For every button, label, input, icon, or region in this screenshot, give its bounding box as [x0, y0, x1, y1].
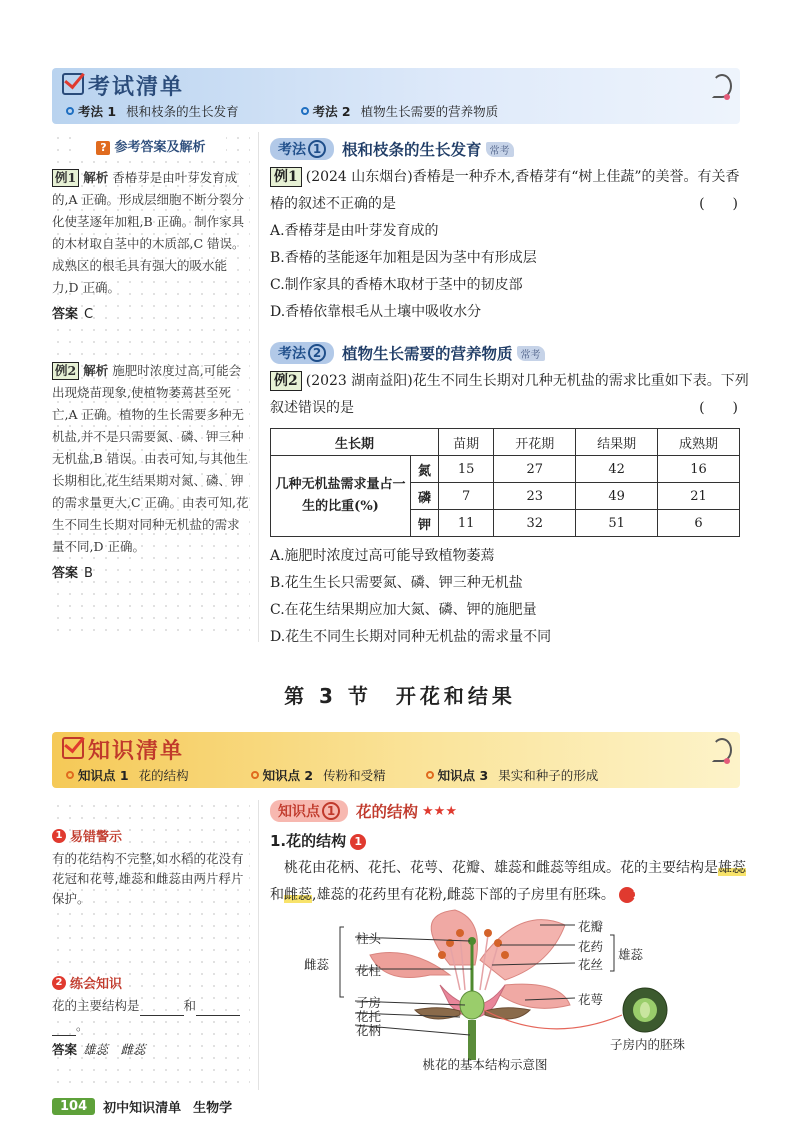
label-style: 花柱 — [356, 963, 382, 978]
section-num: 2 — [308, 344, 326, 362]
page-number: 104 — [52, 1098, 95, 1115]
section-num: 1 — [308, 140, 326, 158]
note-ref-icon: 1 — [350, 834, 366, 850]
page-footer — [52, 1097, 232, 1116]
section-title: 根和枝条的生长发育 — [342, 141, 482, 159]
knowledge-text: 果实和种子的形成 — [498, 768, 599, 783]
answer-paren: ( ) — [699, 196, 738, 212]
checkbox-icon — [62, 73, 84, 95]
table-header: 苗期 — [439, 429, 494, 456]
knowledge-tag: 知识点 2 — [262, 768, 314, 783]
label-petal: 花瓣 — [578, 919, 604, 934]
knowledge-point-3 — [426, 766, 599, 784]
table-header: 成熟期 — [658, 429, 740, 456]
answer-paren: ( ) — [699, 400, 738, 416]
exam-method-tag: 考法 1 — [78, 104, 117, 119]
example-tag: 例2 — [270, 371, 302, 391]
table-header: 开花期 — [494, 429, 576, 456]
section-pill — [270, 138, 334, 160]
notes-panel — [52, 800, 250, 1090]
table-cell: 49 — [576, 483, 658, 510]
practice-head — [52, 973, 250, 992]
knowledge-paragraph — [270, 855, 750, 909]
practice-answer — [52, 1040, 250, 1058]
note-head-text: 易错警示 — [70, 830, 123, 845]
exam-method-text: 植物生长需要的营养物质 — [360, 104, 499, 119]
explanation-1 — [52, 167, 250, 299]
question-icon: ? — [96, 141, 110, 155]
label-receptacle: 花托 — [356, 1009, 382, 1024]
knowledge-banner — [52, 732, 740, 788]
table-cell: 23 — [494, 483, 576, 510]
knowledge-num: 1 — [322, 802, 340, 820]
table-cell: 51 — [576, 510, 658, 537]
bullet-icon — [251, 771, 259, 779]
knowledge-pill — [270, 800, 348, 822]
option: B.花生生长只需要氮、磷、钾三种无机盐 — [270, 575, 523, 591]
knowledge-banner-title: 知识清单 — [88, 739, 185, 764]
knowledge-pill-text: 知识点 — [278, 804, 320, 820]
knowledge-point-2 — [251, 766, 386, 784]
subject-name: 生物学 — [193, 1101, 233, 1116]
answer-value: B — [84, 566, 93, 581]
table-cell: 21 — [658, 483, 740, 510]
error-warning-text: 有的花结构不完整,如水稻的花没有花冠和花萼,雄蕊和雌蕊由两片稃片保护。 — [52, 851, 244, 906]
label-filament: 花丝 — [578, 957, 604, 972]
option: A.香椿芽是由叶芽发育成的 — [270, 223, 439, 239]
exam-method-1 — [66, 102, 239, 120]
answer-blank[interactable] — [140, 1002, 184, 1016]
paragraph-text: 桃花由花柄、花托、花萼、花瓣、雄蕊和雌蕊等组成。花的主要结构是 — [284, 860, 718, 876]
example-tag: 例2 — [52, 362, 79, 380]
reference-panel — [52, 132, 250, 632]
practice-text — [52, 996, 250, 1036]
option: D.花生不同生长期对同种无机盐的需求量不同 — [270, 629, 552, 645]
paragraph-text: ,雄蕊的花药里有花粉,雌蕊下部的子房里有胚珠。 — [312, 887, 615, 903]
section-title: 植物生长需要的营养物质 — [342, 345, 513, 363]
dot-icon — [724, 94, 730, 100]
practice-text-a: 花的主要结构是 — [52, 998, 140, 1013]
answer-label: 答案 — [52, 566, 79, 581]
section-pill-text: 考法 — [278, 142, 306, 158]
exam-banner — [52, 68, 740, 124]
option: C.在花生结果期应加大氮、磷、钾的施肥量 — [270, 602, 537, 618]
practice-text-b: 和 — [183, 998, 197, 1013]
note-num: 1 — [52, 829, 66, 843]
answer-value: C — [84, 307, 94, 322]
highlight-stamen: 雄蕊 — [718, 860, 746, 876]
nutrient-table — [270, 428, 740, 537]
explanation-text: 施肥时浓度过高,可能会出现烧苗现象,使植物萎蔫甚至死亡,A 正确。植物的生长需要多种无机盐,并不是只需要氮、磷、钾三种无机盐,B 错误。由表可知,与其他生长期相比,花生结果期对氮、磷、钾的需求量更大,C 正确。由表可知,花生不同生长期对同种无机盐的需求量不同,D 正确。 — [52, 363, 249, 554]
table-row — [271, 456, 740, 483]
example-tag: 例1 — [270, 167, 302, 187]
note-head-text: 练会知识 — [70, 977, 123, 992]
sub-title — [270, 830, 750, 851]
table-cell: 钾 — [411, 510, 439, 537]
figure-caption: 桃花的基本结构示意图 — [422, 1057, 548, 1072]
question-stem — [270, 164, 750, 218]
bullet-icon — [66, 771, 74, 779]
knowledge-tag: 知识点 3 — [437, 768, 489, 783]
flower-diagram — [300, 905, 720, 1075]
section-1 — [270, 138, 750, 326]
bullet-icon — [301, 107, 309, 115]
sub-title-text: 1.花的结构 — [270, 832, 347, 850]
reference-heading-text: 参考答案及解析 — [114, 140, 206, 155]
table-cell: 11 — [439, 510, 494, 537]
checkbox-icon — [62, 737, 84, 759]
book-title: 初中知识清单 — [103, 1101, 182, 1116]
section-2 — [270, 342, 750, 651]
paragraph-text: 和 — [270, 887, 284, 903]
answer-blank[interactable] — [196, 1002, 240, 1016]
exam-banner-title: 考试清单 — [88, 75, 185, 100]
error-warning-head — [52, 826, 250, 845]
answer-blank[interactable] — [52, 1022, 76, 1036]
label-stamen: 雄蕊 — [618, 947, 644, 962]
question-text: (2023 湖南益阳)花生不同生长期对几种无机盐的需求比重如下表。下列叙述错误的是 — [270, 373, 749, 416]
divider — [258, 800, 259, 1090]
table-header: 生长期 — [271, 429, 439, 456]
dot-icon — [724, 758, 730, 764]
label-pistil: 雌蕊 — [304, 957, 330, 972]
table-cell: 7 — [439, 483, 494, 510]
exam-method-tag: 考法 2 — [312, 104, 351, 119]
highlight-pistil: 雌蕊 — [284, 887, 312, 903]
note-ref-icon: 2 — [619, 887, 635, 903]
frequent-badge: 常考 — [517, 346, 545, 361]
practice-period: 。 — [76, 1018, 89, 1033]
question-text: (2024 山东烟台)香椿是一种乔木,香椿芽有“树上佳蔬”的美誉。有关香椿的叙述不正确的是 — [270, 169, 740, 212]
question-stem — [270, 368, 750, 422]
example-tag: 例1 — [52, 169, 79, 187]
chapter-title: 第 3 节 开花和结果 — [284, 684, 516, 708]
knowledge-point-1 — [66, 766, 189, 784]
option: D.香椿依靠根毛从土壤中吸收水分 — [270, 304, 482, 320]
table-cell: 磷 — [411, 483, 439, 510]
table-header: 结果期 — [576, 429, 658, 456]
explanation-label: 解析 — [83, 363, 109, 378]
exam-method-text: 根和枝条的生长发育 — [126, 104, 239, 119]
section-pill-text: 考法 — [278, 346, 306, 362]
knowledge-title: 花的结构 — [356, 803, 419, 821]
table-cell: 32 — [494, 510, 576, 537]
label-ovule: 子房内的胚珠 — [610, 1037, 686, 1052]
explanation-label: 解析 — [83, 170, 109, 185]
table-header-row — [271, 429, 740, 456]
label-anther: 花药 — [578, 939, 604, 954]
note-num: 2 — [52, 976, 66, 990]
option: A.施肥时浓度过高可能导致植物萎蔫 — [270, 548, 495, 564]
answer-1 — [52, 303, 250, 322]
label-sepal: 花萼 — [578, 992, 604, 1007]
label-stigma: 柱头 — [356, 931, 382, 946]
option: B.香椿的茎能逐年加粗是因为茎中有形成层 — [270, 250, 537, 266]
knowledge-text: 花的结构 — [138, 768, 189, 783]
label-ovary: 子房 — [356, 995, 382, 1010]
answer-label: 答案 — [52, 1042, 78, 1057]
table-cell: 15 — [439, 456, 494, 483]
answer-label: 答案 — [52, 307, 79, 322]
knowledge-text: 传粉和受精 — [323, 768, 386, 783]
explanation-text: 香椿芽是由叶芽发育成的,A 正确。形成层细胞不断分裂分化使茎逐年加粗,B 正确。制作家具的木材取自茎中的木质部,C 错误。成熟区的根毛具有强大的吸水能力,D 正确。 — [52, 170, 245, 295]
table-cell: 27 — [494, 456, 576, 483]
table-cell: 16 — [658, 456, 740, 483]
section-pill — [270, 342, 334, 364]
reference-heading — [76, 132, 226, 159]
explanation-2 — [52, 360, 250, 558]
star-icon: ★★★ — [422, 803, 457, 819]
table-cell: 氮 — [411, 456, 439, 483]
table-row-label: 几种无机盐需求量占一生的比重(%) — [271, 456, 411, 537]
knowledge-tag: 知识点 1 — [78, 768, 129, 783]
table-cell: 6 — [658, 510, 740, 537]
bullet-icon — [66, 107, 74, 115]
divider — [258, 132, 259, 642]
knowledge-1 — [270, 800, 750, 909]
table-cell: 42 — [576, 456, 658, 483]
answer-value: 雄蕊 雌蕊 — [83, 1042, 146, 1057]
bullet-icon — [426, 771, 434, 779]
frequent-badge: 常考 — [486, 142, 514, 157]
answer-2 — [52, 562, 250, 581]
exam-method-2 — [301, 102, 499, 120]
label-flower-stalk: 花柄 — [356, 1023, 382, 1038]
option: C.制作家具的香椿木取材于茎中的韧皮部 — [270, 277, 523, 293]
